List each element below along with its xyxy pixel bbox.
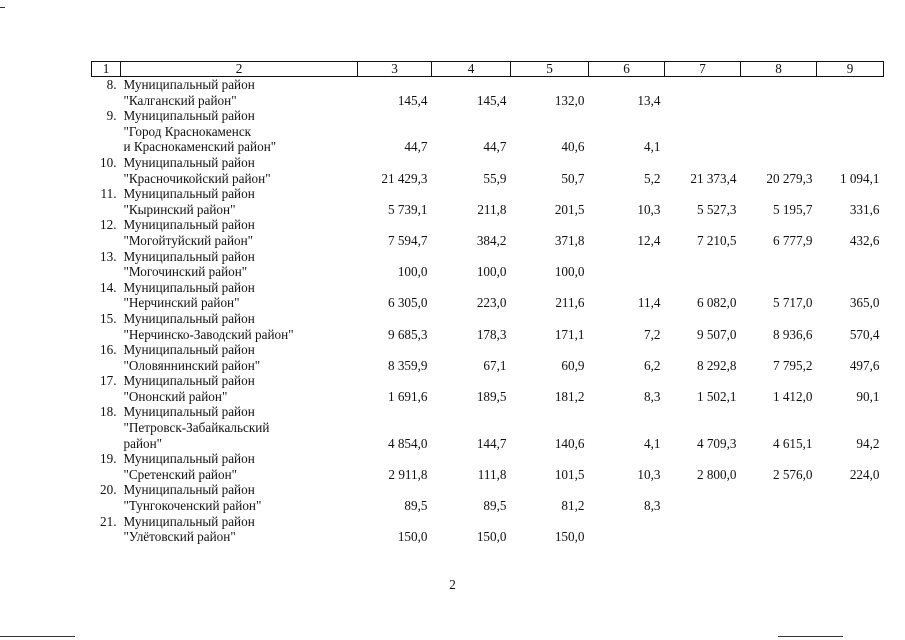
data-table	[91, 61, 884, 545]
value-cell-col-6: 10,3	[637, 466, 661, 482]
table-row	[92, 108, 884, 155]
district-name-line: "Ононский район"	[123, 388, 228, 404]
value-cell-col-9: 94,2	[856, 435, 880, 451]
value-cell-col-8: 5 717,0	[772, 295, 813, 311]
table-row	[92, 451, 884, 482]
district-name-line: Муниципальный район	[123, 373, 255, 389]
table-row	[92, 280, 884, 311]
value-cell-col-4: 189,5	[476, 388, 507, 404]
value-cell-col-5: 132,0	[554, 92, 585, 108]
value-cell-col-8: 8 936,6	[772, 326, 813, 342]
row-number: 19.	[100, 451, 117, 467]
district-name-line: Муниципальный район	[123, 310, 255, 326]
header-cell: 4	[432, 62, 511, 77]
header-cell: 1	[92, 62, 121, 77]
value-cell-col-9: 90,1	[856, 388, 880, 404]
value-cell-col-7: 6 082,0	[696, 295, 737, 311]
value-cell-col-7	[665, 108, 741, 155]
value-cell-col-4: 211,8	[477, 201, 507, 217]
value-cell-col-5: 140,6	[554, 435, 585, 451]
district-name	[121, 77, 358, 109]
table-row	[92, 373, 884, 404]
page-number: 2	[449, 577, 456, 592]
district-name-line: "Нерчинско-Заводский район"	[123, 326, 294, 342]
table-row	[92, 77, 884, 109]
value-cell-col-8	[741, 482, 817, 513]
district-name	[121, 186, 358, 217]
value-cell-col-8: 4 615,1	[772, 435, 813, 451]
value-cell-col-3: 21 429,3	[381, 170, 428, 186]
row-number: 9.	[106, 108, 117, 124]
value-cell-col-3: 9 685,3	[387, 326, 428, 342]
district-name-line: Муниципальный район	[123, 186, 255, 202]
value-cell-col-5: 101,5	[554, 466, 585, 482]
row-number: 21.	[100, 513, 117, 529]
value-cell-col-3: 44,7	[404, 139, 428, 155]
district-name-line: Муниципальный район	[123, 342, 255, 358]
value-cell-col-9	[817, 482, 884, 513]
district-name-line: "Красночикойский район"	[123, 170, 271, 186]
value-cell-col-8: 7 795,2	[772, 357, 813, 373]
value-cell-col-5: 60,9	[561, 357, 585, 373]
value-cell-col-4: 150,0	[476, 529, 507, 545]
value-cell-col-3: 4 854,0	[387, 435, 428, 451]
district-name-line: Муниципальный район	[123, 217, 255, 233]
value-cell-col-5: 50,7	[561, 170, 585, 186]
header-cell: 6	[589, 62, 665, 77]
district-name-line: Муниципальный район	[123, 482, 255, 498]
value-cell-col-6: 8,3	[644, 498, 661, 514]
value-cell-col-4: 178,3	[476, 326, 507, 342]
row-number: 14.	[100, 279, 117, 295]
value-cell-col-9: 224,0	[849, 466, 880, 482]
value-cell-col-7	[665, 482, 741, 513]
district-name	[121, 311, 358, 342]
district-name-line: Муниципальный район	[123, 513, 255, 529]
value-cell-col-3: 8 359,9	[387, 357, 428, 373]
district-name	[121, 155, 358, 186]
value-cell-col-8	[741, 514, 817, 545]
value-cell-col-7	[665, 77, 741, 109]
district-name-line: "Тунгокоченский район"	[123, 498, 262, 514]
header-cell: 9	[817, 62, 884, 77]
value-cell-col-3: 5 739,1	[387, 201, 428, 217]
district-name	[121, 342, 358, 373]
table-body	[92, 77, 884, 545]
district-name-line: Муниципальный район	[123, 154, 255, 170]
row-number: 18.	[100, 404, 117, 420]
district-name-line: Муниципальный район	[123, 248, 255, 264]
value-cell-col-6: 6,2	[644, 357, 661, 373]
district-name	[121, 108, 358, 155]
value-cell-col-8: 20 279,3	[766, 170, 813, 186]
value-cell-col-7	[665, 514, 741, 545]
value-cell-col-3: 100,0	[397, 264, 428, 280]
district-name	[121, 280, 358, 311]
value-cell-col-6: 7,2	[644, 326, 661, 342]
district-name-line: Муниципальный район	[123, 451, 255, 467]
district-name-line: район"	[123, 435, 163, 451]
value-cell-col-3: 150,0	[397, 529, 428, 545]
value-cell-col-7: 8 292,8	[696, 357, 737, 373]
value-cell-col-4: 67,1	[483, 357, 507, 373]
district-name-line: Муниципальный район	[123, 77, 255, 92]
table-row	[92, 482, 884, 513]
value-cell-col-9	[817, 77, 884, 109]
value-cell-col-5: 201,5	[554, 201, 585, 217]
value-cell-col-3: 7 594,7	[387, 232, 428, 248]
row-number: 16.	[100, 342, 117, 358]
district-name	[121, 404, 358, 451]
value-cell-col-4: 223,0	[476, 295, 507, 311]
value-cell-col-9	[817, 514, 884, 545]
value-cell-col-3: 2 911,8	[388, 466, 428, 482]
value-cell-col-6: 5,2	[644, 170, 661, 186]
value-cell-col-7: 9 507,0	[696, 326, 737, 342]
scan-artifact-bottom-left	[0, 636, 75, 637]
value-cell-col-4: 145,4	[476, 92, 507, 108]
value-cell-col-7: 5 527,3	[696, 201, 737, 217]
header-cell: 7	[665, 62, 741, 77]
value-cell-col-4: 44,7	[483, 139, 507, 155]
row-number: 13.	[100, 248, 117, 264]
value-cell-col-5: 150,0	[554, 529, 585, 545]
value-cell-col-9	[817, 249, 884, 280]
value-cell-col-6: 11,4	[637, 295, 661, 311]
row-number: 20.	[100, 482, 117, 498]
value-cell-col-6: 10,3	[637, 201, 661, 217]
value-cell-col-8: 6 777,9	[772, 232, 813, 248]
value-cell-col-5: 181,2	[554, 388, 585, 404]
district-name-line: "Нерчинский район"	[123, 295, 240, 311]
scan-artifact-top-left	[0, 7, 5, 8]
row-number: 17.	[100, 373, 117, 389]
value-cell-col-7	[665, 249, 741, 280]
value-cell-col-9: 432,6	[849, 232, 880, 248]
district-name-line: "Могочинский район"	[123, 264, 248, 280]
row-number: 12.	[100, 217, 117, 233]
value-cell-col-3: 89,5	[404, 498, 428, 514]
data-table-wrapper	[91, 61, 880, 545]
header-row	[92, 62, 884, 77]
district-name	[121, 249, 358, 280]
value-cell-col-3: 1 691,6	[387, 388, 428, 404]
value-cell-col-7: 7 210,5	[696, 232, 737, 248]
value-cell-col-9: 1 094,1	[839, 170, 880, 186]
table-row	[92, 514, 884, 545]
value-cell-col-9: 331,6	[849, 201, 880, 217]
row-number: 10.	[100, 154, 117, 170]
value-cell-col-4: 144,7	[476, 435, 507, 451]
district-name-line: и Краснокаменский район"	[123, 139, 277, 155]
table-row	[92, 342, 884, 373]
district-name	[121, 217, 358, 248]
value-cell-col-4: 89,5	[483, 498, 507, 514]
value-cell-col-6	[589, 249, 665, 280]
table-row	[92, 217, 884, 248]
district-name-line: "Калганский район"	[123, 92, 237, 108]
value-cell-col-5: 100,0	[554, 264, 585, 280]
district-name	[121, 514, 358, 545]
value-cell-col-3: 145,4	[397, 92, 428, 108]
value-cell-col-6: 8,3	[644, 388, 661, 404]
scan-artifact-bottom-right	[778, 636, 843, 637]
district-name-line: "Кыринский район"	[123, 201, 236, 217]
value-cell-col-3: 6 305,0	[387, 295, 428, 311]
table-header	[92, 62, 884, 77]
value-cell-col-5: 171,1	[554, 326, 585, 342]
value-cell-col-7: 2 800,0	[696, 466, 737, 482]
value-cell-col-4: 100,0	[476, 264, 507, 280]
value-cell-col-8: 1 412,0	[772, 388, 813, 404]
value-cell-col-4: 55,9	[483, 170, 507, 186]
value-cell-col-7: 4 709,3	[696, 435, 737, 451]
district-name-line: "Могойтуйский район"	[123, 232, 254, 248]
value-cell-col-7: 1 502,1	[696, 388, 737, 404]
district-name	[121, 373, 358, 404]
value-cell-col-8: 5 195,7	[772, 201, 813, 217]
district-name	[121, 482, 358, 513]
value-cell-col-8	[741, 249, 817, 280]
table-row	[92, 404, 884, 451]
table-row	[92, 155, 884, 186]
row-number: 15.	[100, 310, 117, 326]
row-number: 11.	[100, 186, 117, 202]
value-cell-col-8: 2 576,0	[772, 466, 813, 482]
header-cell: 2	[121, 62, 358, 77]
value-cell-col-6	[589, 514, 665, 545]
row-number: 8.	[106, 77, 117, 92]
value-cell-col-9: 570,4	[849, 326, 880, 342]
value-cell-col-6: 4,1	[644, 435, 661, 451]
value-cell-col-9: 365,0	[849, 295, 880, 311]
value-cell-col-6: 13,4	[637, 92, 661, 108]
district-name-line: "Оловяннинский район"	[123, 357, 261, 373]
table-row	[92, 249, 884, 280]
table-row	[92, 311, 884, 342]
value-cell-col-6: 4,1	[644, 139, 661, 155]
district-name-line: "Сретенский район"	[123, 466, 238, 482]
district-name-line: Муниципальный район	[123, 108, 255, 124]
district-name-line: Муниципальный район	[123, 279, 255, 295]
district-name-line: "Петровск-Забайкальский	[123, 420, 270, 436]
value-cell-col-5: 81,2	[561, 498, 585, 514]
value-cell-col-9	[817, 108, 884, 155]
value-cell-col-5: 371,8	[554, 232, 585, 248]
value-cell-col-5: 211,6	[555, 295, 585, 311]
value-cell-col-8	[741, 77, 817, 109]
value-cell-col-4: 384,2	[476, 232, 507, 248]
table-row	[92, 186, 884, 217]
district-name-line: "Улётовский район"	[123, 529, 236, 545]
value-cell-col-6: 12,4	[637, 232, 661, 248]
value-cell-col-9: 497,6	[849, 357, 880, 373]
header-cell: 3	[358, 62, 432, 77]
value-cell-col-8	[741, 108, 817, 155]
district-name-line: Муниципальный район	[123, 404, 255, 420]
district-name	[121, 451, 358, 482]
value-cell-col-4: 111,8	[477, 466, 507, 482]
header-cell: 5	[511, 62, 589, 77]
value-cell-col-7: 21 373,4	[690, 170, 737, 186]
header-cell: 8	[741, 62, 817, 77]
value-cell-col-5: 40,6	[561, 139, 585, 155]
district-name-line: "Город Краснокаменск	[123, 123, 252, 139]
